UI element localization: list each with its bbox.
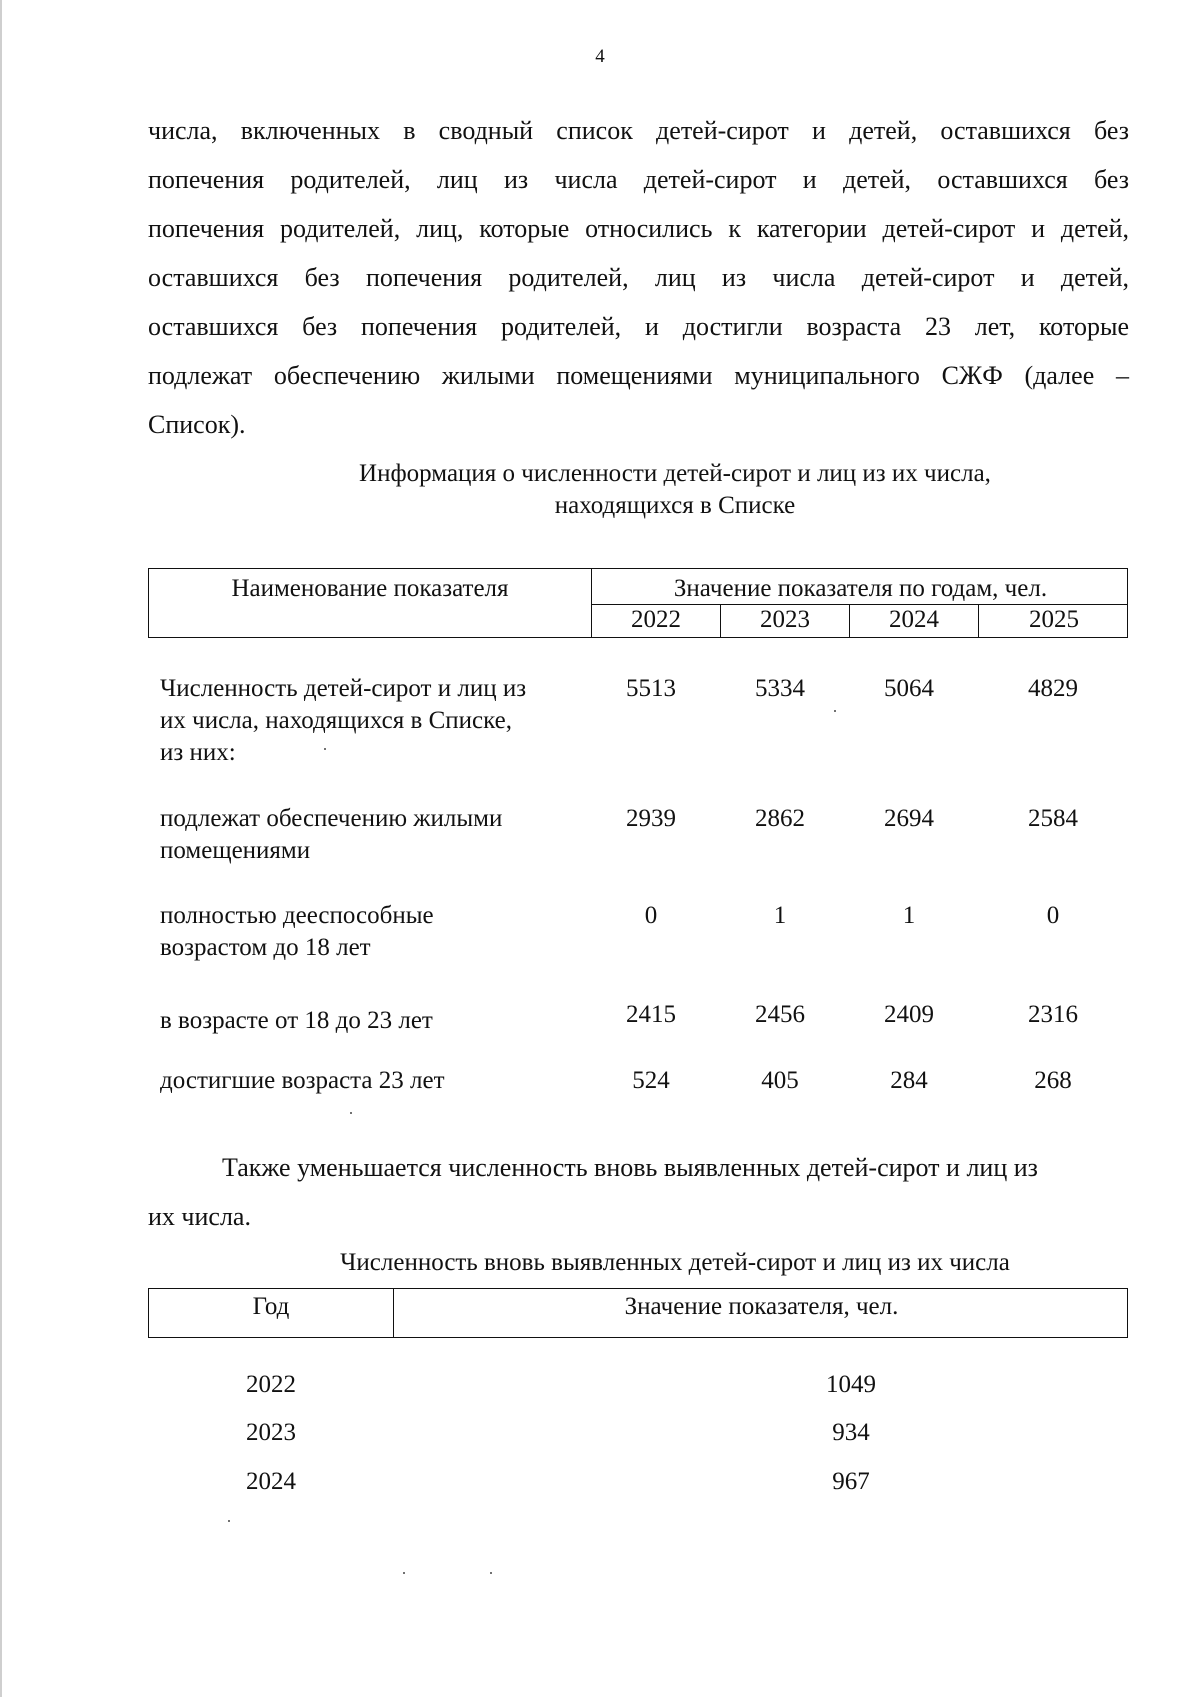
cell-value: 2316	[1028, 1001, 1078, 1028]
scan-speck	[324, 748, 326, 750]
cell-value: 284	[890, 1067, 928, 1094]
cell-value: 2415	[626, 1001, 676, 1028]
row-label	[160, 1005, 590, 1037]
row-label-line: их числа, находящихся в Списке,	[160, 707, 512, 734]
header-year: Год	[252, 1293, 290, 1320]
row-value: 934	[832, 1419, 870, 1446]
cell-value: 4829	[1028, 675, 1078, 702]
scan-speck	[228, 1520, 230, 1522]
cell-value: 5334	[755, 675, 805, 702]
cell-value: 268	[1034, 1067, 1072, 1094]
year-header-2025: 2025	[1029, 606, 1079, 633]
scan-speck	[834, 710, 836, 712]
closing-line: Также уменьшается численность вновь выявленных детей-сирот и лиц из	[222, 1153, 1038, 1182]
cell-value: 5064	[884, 675, 934, 702]
row-label-line: в возрасте от 18 до 23 лет	[160, 1007, 433, 1034]
header-value: Значение показателя, чел.	[624, 1293, 899, 1320]
row-label-line: подлежат обеспечению жилыми	[160, 805, 503, 832]
cell-value: 0	[644, 902, 658, 929]
row-year: 2023	[246, 1419, 296, 1446]
year-header-2022: 2022	[631, 606, 681, 633]
scan-speck	[350, 1112, 352, 1114]
cell-value: 405	[761, 1067, 799, 1094]
table-row	[148, 1419, 1128, 1459]
row-value: 1049	[826, 1371, 876, 1398]
cell-value: 524	[632, 1067, 670, 1094]
header-indicator-name: Наименование показателя	[231, 575, 509, 602]
row-label-line: помещениями	[160, 837, 311, 864]
cell-value: 1	[902, 902, 916, 929]
row-label-line: из них:	[160, 739, 236, 766]
year-header-2024: 2024	[889, 606, 939, 633]
cell-value: 2456	[755, 1001, 805, 1028]
table1-caption	[0, 458, 1200, 522]
page-edge	[0, 0, 2, 1697]
cell-value: 2939	[626, 805, 676, 832]
header-divider	[591, 604, 1127, 605]
cell-value: 0	[1046, 902, 1060, 929]
table1-caption-line: Информация о численности детей-сирот и лиц из их числа,	[359, 460, 991, 487]
row-label	[160, 673, 590, 769]
closing-line: их числа.	[148, 1202, 251, 1231]
intro-line: подлежат обеспечению жилыми помещениями муниципального СЖФ (далее –	[148, 361, 1129, 390]
row-year: 2022	[246, 1371, 296, 1398]
row-label	[160, 1065, 590, 1097]
row-value: 967	[832, 1468, 870, 1495]
row-label-line: Численность детей-сирот и лиц из	[160, 675, 527, 702]
intro-line: числа, включенных в сводный список детей-сирот и детей, оставшихся без	[148, 116, 1129, 145]
cell-value: 2862	[755, 805, 805, 832]
closing-paragraph	[148, 1143, 1129, 1241]
intro-line: Список).	[148, 410, 246, 439]
row-label-line: полностью дееспособные	[160, 902, 434, 929]
table1-caption-line: находящихся в Списке	[554, 492, 796, 519]
row-year: 2024	[246, 1468, 296, 1495]
table2-caption: Численность вновь выявленных детей-сирот и лиц из их числа	[340, 1249, 1010, 1276]
year-header-2023: 2023	[760, 606, 810, 633]
scan-speck	[403, 1572, 405, 1574]
cell-value: 2584	[1028, 805, 1078, 832]
table-row	[148, 1468, 1128, 1508]
row-label	[160, 803, 590, 867]
intro-line: попечения родителей, лиц из числа детей-сирот и детей, оставшихся без	[148, 165, 1129, 194]
row-label-line: возрастом до 18 лет	[160, 934, 371, 961]
page-number: 4	[595, 46, 605, 67]
intro-line: попечения родителей, лиц, которые относились к категории детей-сирот и детей,	[148, 214, 1129, 243]
intro-paragraph	[148, 106, 1129, 449]
table1-header	[148, 568, 1128, 638]
intro-line: оставшихся без попечения родителей, и достигли возраста 23 лет, которые	[148, 312, 1129, 341]
intro-line: оставшихся без попечения родителей, лиц из числа детей-сирот и детей,	[148, 263, 1129, 292]
cell-value: 1	[773, 902, 787, 929]
row-label-line: достигшие возраста 23 лет	[160, 1067, 445, 1094]
table2-header	[148, 1288, 1128, 1338]
cell-value: 2409	[884, 1001, 934, 1028]
cell-value: 5513	[626, 675, 676, 702]
cell-value: 2694	[884, 805, 934, 832]
table-row	[148, 1371, 1128, 1411]
row-label	[160, 900, 590, 964]
header-values-by-year: Значение показателя по годам, чел.	[673, 575, 1048, 602]
scan-speck	[490, 1572, 492, 1574]
